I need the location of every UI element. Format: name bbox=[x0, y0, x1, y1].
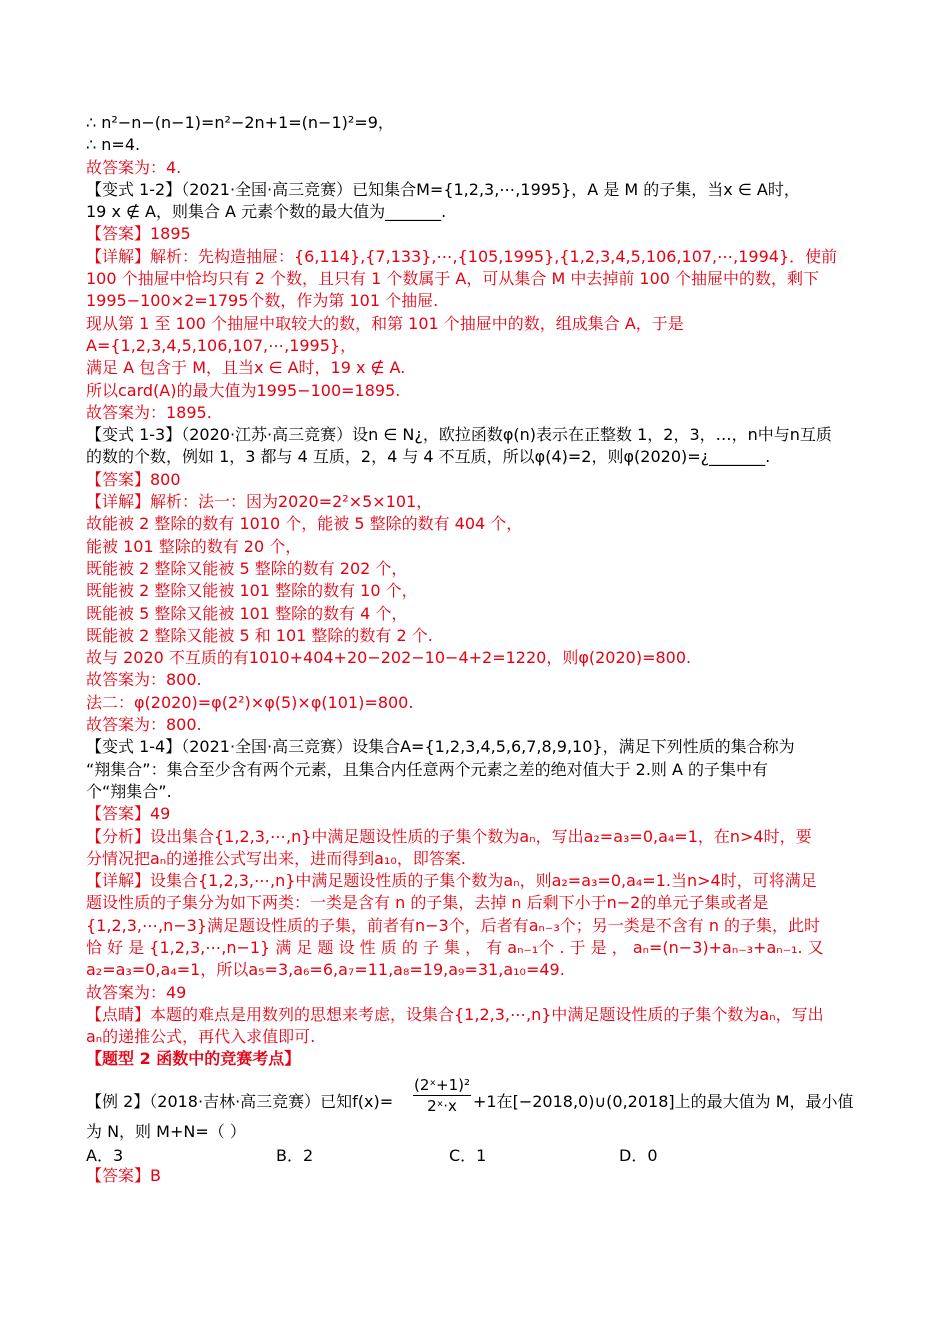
options-row bbox=[86, 1143, 866, 1165]
text-line: 满足 A 包含于 M，且当x ∈ A时，19 x ∉ A. bbox=[86, 358, 406, 378]
text-line: ∴ n²−n−(n−1)=n²−2n+1=(n−1)²=9， bbox=[86, 113, 394, 132]
text-line: 【变式 1-2】（2021·全国·高三竞赛）已知集合M={1,2,3,⋯,1995}，A 是 M 的子集，当x ∈ A时， bbox=[86, 179, 800, 199]
text-line: 【答案】800 bbox=[86, 469, 181, 489]
text-line: 故答案为：1895. bbox=[86, 402, 212, 422]
text-line: 既能被 2 整除又能被 5 和 101 整除的数有 2 个. bbox=[86, 625, 433, 645]
text-line: 能被 101 整除的数有 20 个， bbox=[86, 536, 302, 556]
example-2-line2: 为 N，则 M+N=（ ） bbox=[86, 1121, 246, 1141]
text-line: 1995−100×2=1795个数，作为第 101 个抽屉. bbox=[86, 291, 439, 311]
text-line: 【答案】1895 bbox=[86, 224, 191, 244]
text-line: 【变式 1-3】（2020·江苏·高三竞赛）设n ∈ N¿，欧拉函数φ(n)表示在正整数 1，2，3，…，n中与n互质 bbox=[86, 425, 832, 445]
example-2-question bbox=[86, 1077, 866, 1121]
text-line: 100 个抽屉中恰均只有 2 个数，且只有 1 个数属于 A，可从集合 M 中去掉前 100 个抽屉中的数，剩下 bbox=[86, 269, 820, 289]
text-line: 故答案为：49 bbox=[86, 982, 187, 1002]
text-line: 【分析】设出集合{1,2,3,⋯,n}中满足题设性质的子集个数为aₙ，写出a₂=a₃=0,a₄=1，在n>4时，要 bbox=[86, 826, 812, 846]
text-line: 【变式 1-4】（2021·全国·高三竞赛）设集合A={1,2,3,4,5,6,7,8,9,10}，满足下列性质的集合称为 bbox=[86, 737, 795, 757]
example-2-tail: +1在[−2018,0)∪(0,2018]上的最大值为 M，最小值 bbox=[473, 1091, 854, 1111]
text-line: 现从第 1 至 100 个抽屉中取较大的数，和第 101 个抽屉中的数，组成集合 A，于是 bbox=[86, 313, 684, 333]
text-line: 故能被 2 整除的数有 1010 个，能被 5 整除的数有 404 个， bbox=[86, 514, 523, 534]
text-line: 故答案为：800. bbox=[86, 715, 202, 735]
text-line: 既能被 5 整除又能被 101 整除的数有 4 个， bbox=[86, 603, 408, 623]
text-line: 恰 好 是 {1,2,3,⋯,n−1} 满 足 题 设 性 质 的 子 集 ， 有 aₙ₋₁个 . 于 是 ， aₙ=(n−3)+aₙ₋₃+aₙ₋₁. 又 bbox=[86, 937, 824, 957]
fraction-denominator: 2ˣ·x bbox=[427, 1096, 457, 1115]
text-line: aₙ的递推公式，再代入求值即可. bbox=[86, 1027, 316, 1047]
text-line: 既能被 2 整除又能被 101 整除的数有 10 个， bbox=[86, 581, 418, 601]
text-line: 【题型 2 函数中的竞赛考点】 bbox=[86, 1049, 301, 1069]
text-line: {1,2,3,⋯,n−3}满足题设性质的子集，前者有n−3个，后者有aₙ₋₃个；另一类是不含有 n 的子集，此时 bbox=[86, 915, 821, 935]
option-a: A．3 bbox=[86, 1146, 124, 1166]
text-line: a₂=a₃=0,a₄=1，所以a₅=3,a₆=6,a₇=11,a₈=19,a₉=31,a₁₀=49. bbox=[86, 960, 565, 980]
text-line: 19 x ∉ A，则集合 A 元素个数的最大值为_______. bbox=[86, 202, 447, 222]
text-line: 的数的个数，例如 1，3 都与 4 互质，2，4 与 4 不互质，所以φ(4)=2，则φ(2020)=¿_______. bbox=[86, 447, 771, 467]
option-b: B．2 bbox=[276, 1146, 314, 1166]
text-line: 题设性质的子集分为如下两类：一类是含有 n 的子集，去掉 n 后剩下小于n−2的单元子集或者是 bbox=[86, 893, 769, 913]
text-line: ∴ n=4. bbox=[86, 135, 141, 155]
example-2-lead: 【例 2】（2018·吉林·高三竞赛）已知f(x)= bbox=[86, 1091, 394, 1111]
document-page bbox=[86, 112, 866, 1188]
text-line: 所以card(A)的最大值为1995−100=1895. bbox=[86, 380, 401, 400]
text-line: 故答案为：800. bbox=[86, 670, 202, 690]
text-line: 分情况把aₙ的递推公式写出来，进而得到a₁₀，即答案. bbox=[86, 848, 466, 868]
text-line: A={1,2,3,4,5,106,107,⋯,1995}， bbox=[86, 335, 357, 355]
text-line: 【答案】49 bbox=[86, 804, 171, 824]
option-c: C．1 bbox=[449, 1146, 487, 1166]
fraction bbox=[413, 1075, 471, 1116]
text-line: 【点睛】本题的难点是用数列的思想来考虑，设集合{1,2,3,⋯,n}中满足题设性质的子集个数为aₙ，写出 bbox=[86, 1004, 824, 1024]
text-line: 故与 2020 不互质的有1010+404+20−202−10−4+2=1220，则φ(2020)=800. bbox=[86, 648, 692, 668]
text-line: 【详解】设集合{1,2,3,⋯,n}中满足题设性质的子集个数为aₙ，则a₂=a₃=0,a₄=1.当n>4时，可将满足 bbox=[86, 871, 817, 891]
text-line: 【详解】解析：先构造抽屉：{6,114},{7,133},⋯,{105,1995},{1,2,3,4,5,106,107,⋯,1994}．使前 bbox=[86, 246, 838, 266]
text-line: 【详解】解析：法一：因为2020=2²×5×101， bbox=[86, 492, 433, 512]
fraction-numerator: (2ˣ+1)² bbox=[413, 1075, 471, 1094]
text-line: 故答案为：4. bbox=[86, 157, 182, 177]
text-block bbox=[86, 112, 866, 1071]
option-d: D．0 bbox=[619, 1146, 658, 1166]
text-line: 既能被 2 整除又能被 5 整除的数有 202 个， bbox=[86, 558, 408, 578]
final-answer: 【答案】B bbox=[86, 1166, 161, 1186]
text-line: 个“翔集合”. bbox=[86, 781, 172, 801]
text-line: “翔集合”：集合至少含有两个元素，且集合内任意两个元素之差的绝对值大于 2.则 A 的子集中有 bbox=[86, 759, 769, 779]
text-line: 法二：φ(2020)=φ(2²)×φ(5)×φ(101)=800. bbox=[86, 692, 414, 712]
